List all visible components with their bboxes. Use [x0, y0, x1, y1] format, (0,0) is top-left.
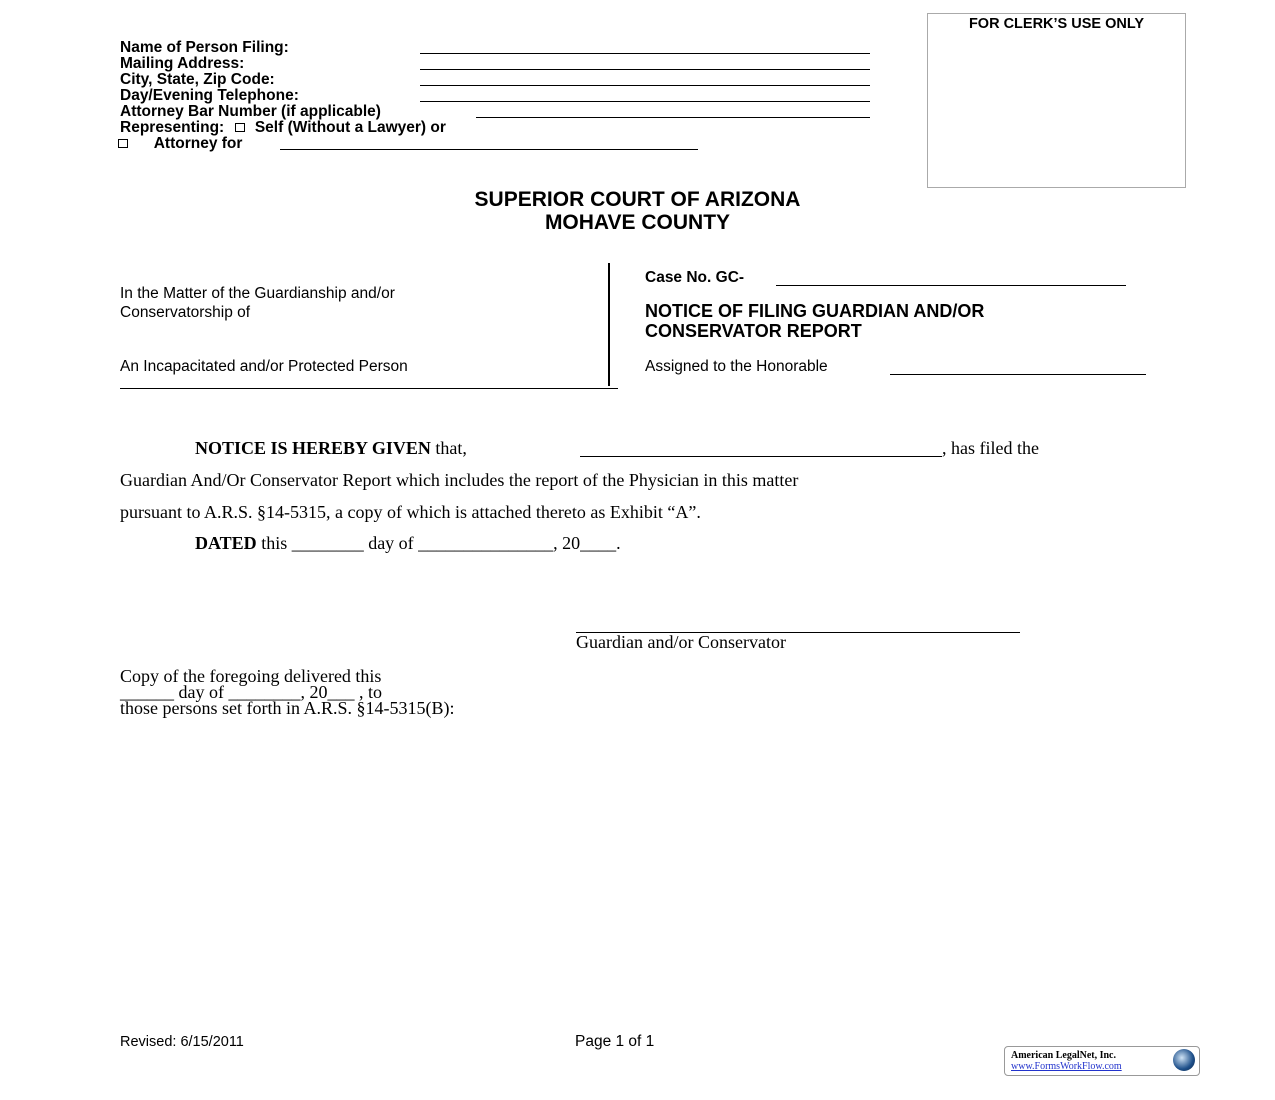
name-label: Name of Person Filing: [120, 39, 289, 56]
dated-line [195, 533, 621, 554]
dated-label: DATED [195, 533, 257, 553]
judge-field[interactable] [890, 374, 1146, 375]
case-number-field[interactable] [776, 285, 1126, 286]
copy-line3: those persons set forth in A.R.S. §14-5315(B): [120, 698, 455, 718]
title-line1: NOTICE OF FILING GUARDIAN AND/OR [645, 301, 985, 321]
notice-heading: NOTICE IS HEREBY GIVEN [195, 438, 431, 458]
notice-line1 [195, 438, 467, 459]
dated-blanks: this ________ day of _______________, 20____. [261, 533, 621, 553]
address-label: Mailing Address: [120, 55, 245, 72]
notice-line3: pursuant to A.R.S. §14-5315, a copy of which is attached thereto as Exhibit “A”. [120, 502, 701, 522]
matter-line1: In the Matter of the Guardianship and/or [120, 285, 395, 302]
notice-that: that, [435, 438, 467, 458]
copy-section [120, 668, 455, 716]
name-field[interactable] [420, 53, 870, 54]
copy-line1: Copy of the foregoing delivered this [120, 666, 382, 686]
attorney-field[interactable] [280, 149, 698, 150]
page-number: Page 1 of 1 [575, 1033, 655, 1050]
matter-text [120, 284, 395, 322]
signature-label: Guardian and/or Conservator [576, 632, 786, 652]
filer-name-field[interactable] [580, 456, 942, 457]
matter-line2: Conservatorship of [120, 304, 251, 321]
copy-line2: ______ day of ________, 20___ , to [120, 682, 382, 702]
court-title [0, 188, 1275, 234]
assigned-label: Assigned to the Honorable [645, 358, 828, 375]
phone-field[interactable] [420, 101, 870, 102]
address-field[interactable] [420, 69, 870, 70]
logo-url[interactable]: www.FormsWorkFlow.com [1011, 1061, 1122, 1072]
legalnet-logo[interactable] [1004, 1046, 1200, 1076]
city-label: City, State, Zip Code: [120, 71, 275, 88]
city-field[interactable] [420, 85, 870, 86]
representing-label: Representing: [120, 119, 225, 136]
clerk-label: FOR CLERK’S USE ONLY [968, 16, 1145, 32]
title-line2: CONSERVATOR REPORT [645, 321, 862, 341]
court-line1: SUPERIOR COURT OF ARIZONA [474, 188, 801, 211]
phone-label: Day/Evening Telephone: [120, 87, 299, 104]
self-checkbox[interactable] [235, 123, 245, 132]
document-title [645, 301, 984, 341]
caption-divider [608, 263, 610, 386]
caption-bottom-line [120, 388, 618, 389]
representing-row [120, 120, 446, 136]
court-line2: MOHAVE COUNTY [544, 211, 731, 234]
attorney-checkbox[interactable] [118, 139, 128, 148]
revised-date: Revised: 6/15/2011 [120, 1034, 244, 1050]
bar-field[interactable] [476, 117, 870, 118]
person-label: An Incapacitated and/or Protected Person [120, 358, 408, 375]
logo-name: American LegalNet, Inc. [1011, 1050, 1116, 1061]
clerk-box [927, 13, 1186, 188]
attorney-row [118, 136, 242, 152]
notice-filed: , has filed the [942, 438, 1039, 458]
bar-label: Attorney Bar Number (if applicable) [120, 103, 381, 120]
notice-line2: Guardian And/Or Conservator Report which includes the report of the Physician in this matter [120, 470, 799, 490]
self-label: Self (Without a Lawyer) or [254, 119, 446, 136]
attorney-label: Attorney for [153, 135, 243, 152]
globe-icon [1173, 1049, 1195, 1071]
case-number-label: Case No. GC- [645, 269, 745, 286]
